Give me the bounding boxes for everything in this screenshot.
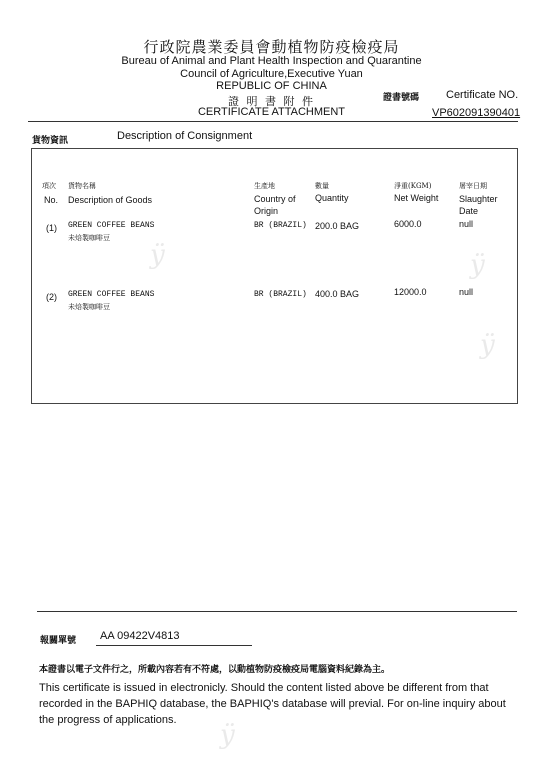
column-net-weight-zh: 淨重(KGM) — [394, 182, 432, 190]
column-origin-en: Country of Origin — [254, 194, 296, 216]
watermark-mark: ÿ — [480, 330, 495, 360]
footer-note-zh: 本證書以電子文件行之，所載內容若有不符處，以動植物防疫檢疫局電腦資料紀錄為主。 — [39, 665, 391, 675]
watermark-mark: ÿ — [220, 720, 235, 750]
footer-note-en: This certificate is issued in electronicly. Should the content listed above be different from that recorded in the BAPHIQ database, the BAPHIQ's database will previal. For on-line inquiry about the progress of applications. — [39, 682, 506, 726]
agency-name-zh: 行政院農業委員會動植物防疫檢疫局 — [143, 38, 400, 56]
column-slaughter-en: Slaughter Date — [459, 194, 498, 216]
header-divider — [28, 121, 518, 122]
item-number: (2) — [46, 292, 57, 302]
column-origin-zh: 生產地 — [254, 182, 275, 190]
item-number: (1) — [46, 223, 57, 233]
council-name-en: Council of Agriculture,Executive Yuan — [180, 68, 363, 80]
certificate-number-label-en: Certificate NO. — [446, 89, 519, 101]
footer-divider — [37, 611, 517, 612]
declaration-number: AA 09422V4813 — [100, 630, 180, 642]
item-description-en: GREEN COFFEE BEANS — [68, 290, 155, 299]
item-description-zh: 未焙製咖啡豆 — [68, 234, 110, 242]
column-quantity-en: Quantity — [315, 193, 349, 203]
item-slaughter-date: null — [459, 287, 474, 297]
item-origin: BR (BRAZIL) — [254, 221, 307, 230]
column-quantity-zh: 數量 — [315, 182, 329, 190]
item-description-zh: 未焙製咖啡豆 — [68, 303, 110, 311]
item-quantity: 200.0 BAG — [315, 221, 360, 231]
item-description-en: GREEN COFFEE BEANS — [68, 221, 155, 230]
consignment-table — [31, 148, 518, 404]
item-origin: BR (BRAZIL) — [254, 290, 307, 299]
certificate-number-value: VP602091390401 — [432, 107, 521, 119]
consignment-label-en: Description of Consignment — [117, 130, 253, 142]
column-description-en: Description of Goods — [68, 195, 153, 205]
watermark-mark: ÿ — [150, 240, 165, 270]
country-name-en: REPUBLIC OF CHINA — [216, 80, 327, 92]
consignment-label-zh: 貨物資訊 — [32, 136, 69, 146]
certificate-number-label-zh: 證書號碼 — [383, 93, 420, 103]
item-net-weight: 12000.0 — [394, 287, 427, 297]
column-no-zh: 項次 — [42, 182, 56, 190]
doc-title-en: CERTIFICATE ATTACHMENT — [197, 106, 346, 118]
column-no-en: No. — [44, 195, 59, 205]
column-slaughter-zh: 屠宰日期 — [459, 182, 487, 190]
item-net-weight: 6000.0 — [394, 219, 422, 229]
column-description-zh: 貨物名稱 — [68, 182, 96, 190]
item-slaughter-date: null — [459, 219, 474, 229]
item-quantity: 400.0 BAG — [315, 289, 360, 299]
watermark-mark: ÿ — [470, 250, 485, 280]
column-net-weight-en: Net Weight — [394, 193, 439, 203]
declaration-underline — [96, 645, 252, 646]
declaration-label-zh: 報關單號 — [40, 636, 77, 646]
agency-name-en: Bureau of Animal and Plant Health Inspection and Quarantine — [121, 55, 422, 67]
doc-title-zh: 證 明 書 附 件 — [228, 95, 315, 108]
